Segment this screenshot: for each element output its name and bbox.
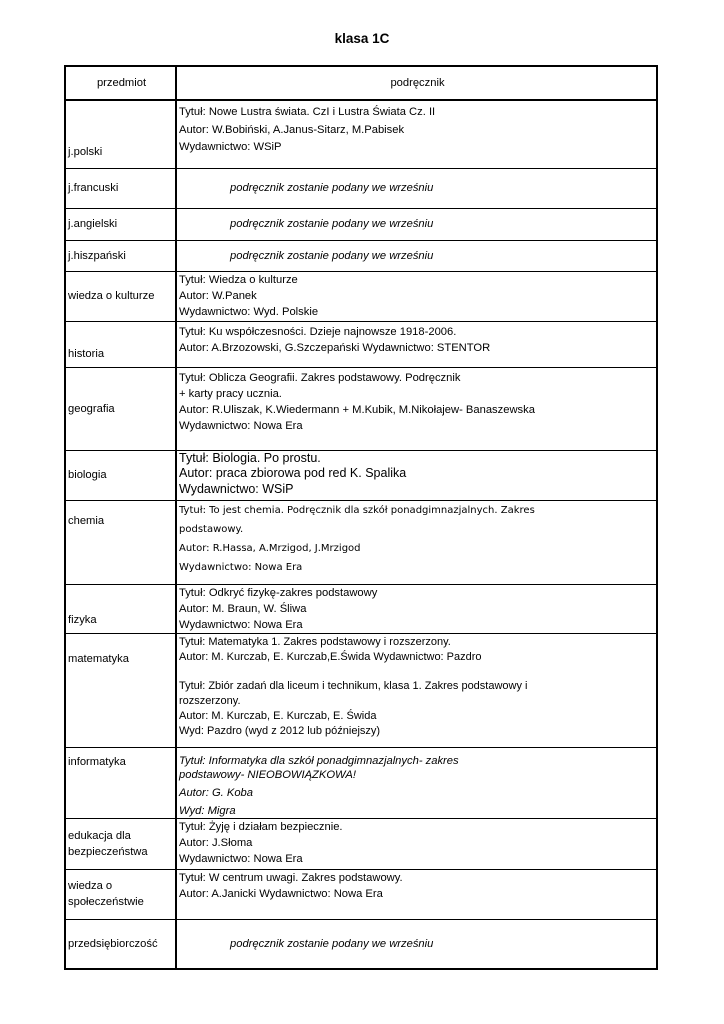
textbook-line: Tytuł: Ku współczesności. Dzieje najnowsze 1918-2006.: [179, 325, 457, 338]
textbook-cell: [176, 584, 657, 633]
textbook-line: rozszerzony.: [179, 694, 241, 707]
textbook-cell: [176, 500, 657, 584]
subject-cell: geografia: [65, 367, 176, 450]
table-row: [65, 100, 657, 168]
textbook-line: Wydawnictwo: WSiP: [179, 141, 282, 153]
textbook-line: podstawowy.: [179, 523, 244, 535]
pending-note: podręcznik zostanie podany we wrześniu: [176, 208, 657, 240]
subject-cell: j.francuski: [65, 168, 176, 208]
textbook-line: Autor: G. Koba: [179, 786, 254, 799]
subject-cell: przedsiębiorczość: [65, 919, 176, 969]
table-row: [65, 208, 657, 240]
table-row: [65, 367, 657, 450]
textbook-line: Tytuł: W centrum uwagi. Zakres podstawowy.: [179, 871, 403, 884]
table-row: [65, 321, 657, 367]
spacer: [179, 665, 656, 679]
subject-cell: informatyka: [65, 747, 176, 818]
textbook-line: Autor: A.Brzozowski, G.Szczepański Wydawnictwo: STENTOR: [179, 341, 491, 354]
subject-cell: biologia: [65, 450, 176, 500]
subject-cell: chemia: [65, 500, 176, 584]
textbook-line: Tytuł: Biologia. Po prostu.: [179, 450, 321, 465]
table-row: [65, 633, 657, 747]
textbook-line: Tytuł: Informatyka dla szkół ponadgimnazjalnych- zakres: [179, 754, 459, 767]
textbook-line: Wydawnictwo: WSiP: [179, 481, 294, 496]
subject-cell: j.polski: [65, 100, 176, 168]
textbook-cell: [176, 869, 657, 919]
textbook-line: Autor: R.Hassa, A.Mrzigod, J.Mrzigod: [179, 542, 361, 554]
pending-note: podręcznik zostanie podany we wrześniu: [176, 240, 657, 271]
textbook-line: Tytuł: Zbiór zadań dla liceum i technikum, klasa 1. Zakres podstawowy i: [179, 679, 528, 692]
subject-cell: [65, 869, 176, 919]
textbook-line: Autor: W.Panek: [179, 289, 257, 302]
subject-line: edukacja dla: [68, 829, 131, 842]
textbook-cell: [176, 818, 657, 869]
textbook-line: Autor: M. Kurczab, E. Kurczab, E. Świda: [179, 709, 377, 722]
textbook-cell: [176, 100, 657, 168]
table-header-row: [65, 66, 657, 100]
textbook-line: Tytuł: Oblicza Geografii. Zakres podstawowy. Podręcznik: [179, 371, 461, 384]
subject-cell: historia: [65, 321, 176, 367]
textbook-line: Tytuł: Matematyka 1. Zakres podstawowy i rozszerzony.: [179, 635, 451, 648]
table-row: [65, 168, 657, 208]
table-row: [65, 869, 657, 919]
textbook-line: Wydawnictwo: Nowa Era: [179, 561, 303, 573]
textbook-line: Wyd: Pazdro (wyd z 2012 lub późniejszy): [179, 724, 381, 737]
textbook-line: Autor: R.Uliszak, K.Wiedermann + M.Kubik, M.Nikołajew- Banaszewska: [179, 403, 535, 416]
pending-note: podręcznik zostanie podany we wrześniu: [176, 168, 657, 208]
subject-line: bezpieczeństwa: [68, 845, 148, 858]
table-row: [65, 271, 657, 321]
textbook-line: Autor: M. Braun, W. Śliwa: [179, 602, 307, 615]
header-subject: przedmiot: [65, 66, 176, 100]
table-row: [65, 584, 657, 633]
textbook-line: Autor: praca zbiorowa pod red K. Spalika: [179, 466, 407, 480]
textbook-line: Tytuł: Odkryć fizykę-zakres podstawowy: [179, 586, 378, 599]
textbook-line: Wydawnictwo: Nowa Era: [179, 419, 303, 432]
textbook-line: + karty pracy ucznia.: [179, 387, 282, 400]
table-row: [65, 240, 657, 271]
textbook-line: Tytuł: Wiedza o kulturze: [179, 273, 298, 286]
textbook-line: Autor: J.Słoma: [179, 836, 253, 849]
textbook-cell: [176, 633, 657, 747]
table-row: [65, 450, 657, 500]
subject-line: wiedza o: [68, 880, 113, 892]
textbook-cell: [176, 747, 657, 818]
subject-line: społeczeństwie: [68, 896, 144, 908]
textbook-line: Wyd: Migra: [179, 804, 236, 817]
textbook-line: Autor: M. Kurczab, E. Kurczab,E.Świda Wydawnictwo: Pazdro: [179, 650, 482, 663]
textbook-line: Tytuł: Żyję i działam bezpiecznie.: [179, 820, 343, 833]
textbook-line: Wydawnictwo: Nowa Era: [179, 852, 303, 865]
table-row: [65, 919, 657, 969]
pending-note: podręcznik zostanie podany we wrześniu: [176, 919, 657, 969]
textbook-table: [64, 65, 658, 970]
textbook-cell: [176, 321, 657, 367]
subject-cell: j.hiszpański: [65, 240, 176, 271]
subject-cell: wiedza o kulturze: [65, 271, 176, 321]
subject-cell: matematyka: [65, 633, 176, 747]
textbook-line: Autor: A.Janicki Wydawnictwo: Nowa Era: [179, 887, 383, 900]
textbook-line: podstawowy- NIEOBOWIĄZKOWA!: [179, 768, 356, 781]
table-row: [65, 747, 657, 818]
subject-cell: fizyka: [65, 584, 176, 633]
table-row: [65, 500, 657, 584]
subject-cell: j.angielski: [65, 208, 176, 240]
textbook-cell: [176, 367, 657, 450]
subject-cell: [65, 818, 176, 869]
textbook-line: Wydawnictwo: Nowa Era: [179, 618, 303, 631]
textbook-line: Tytuł: To jest chemia. Podręcznik dla szkół ponadgimnazjalnych. Zakres: [179, 504, 535, 516]
header-textbook: podręcznik: [176, 66, 657, 100]
textbook-cell: [176, 450, 657, 500]
textbook-line: Wydawnictwo: Wyd. Polskie: [179, 305, 319, 318]
table-row: [65, 818, 657, 869]
textbook-cell: [176, 271, 657, 321]
page-title: klasa 1C: [334, 31, 390, 46]
textbook-line: Autor: W.Bobiński, A.Janus-Sitarz, M.Pabisek: [179, 123, 405, 136]
textbook-line: Tytuł: Nowe Lustra świata. CzI i Lustra Świata Cz. II: [179, 106, 436, 118]
